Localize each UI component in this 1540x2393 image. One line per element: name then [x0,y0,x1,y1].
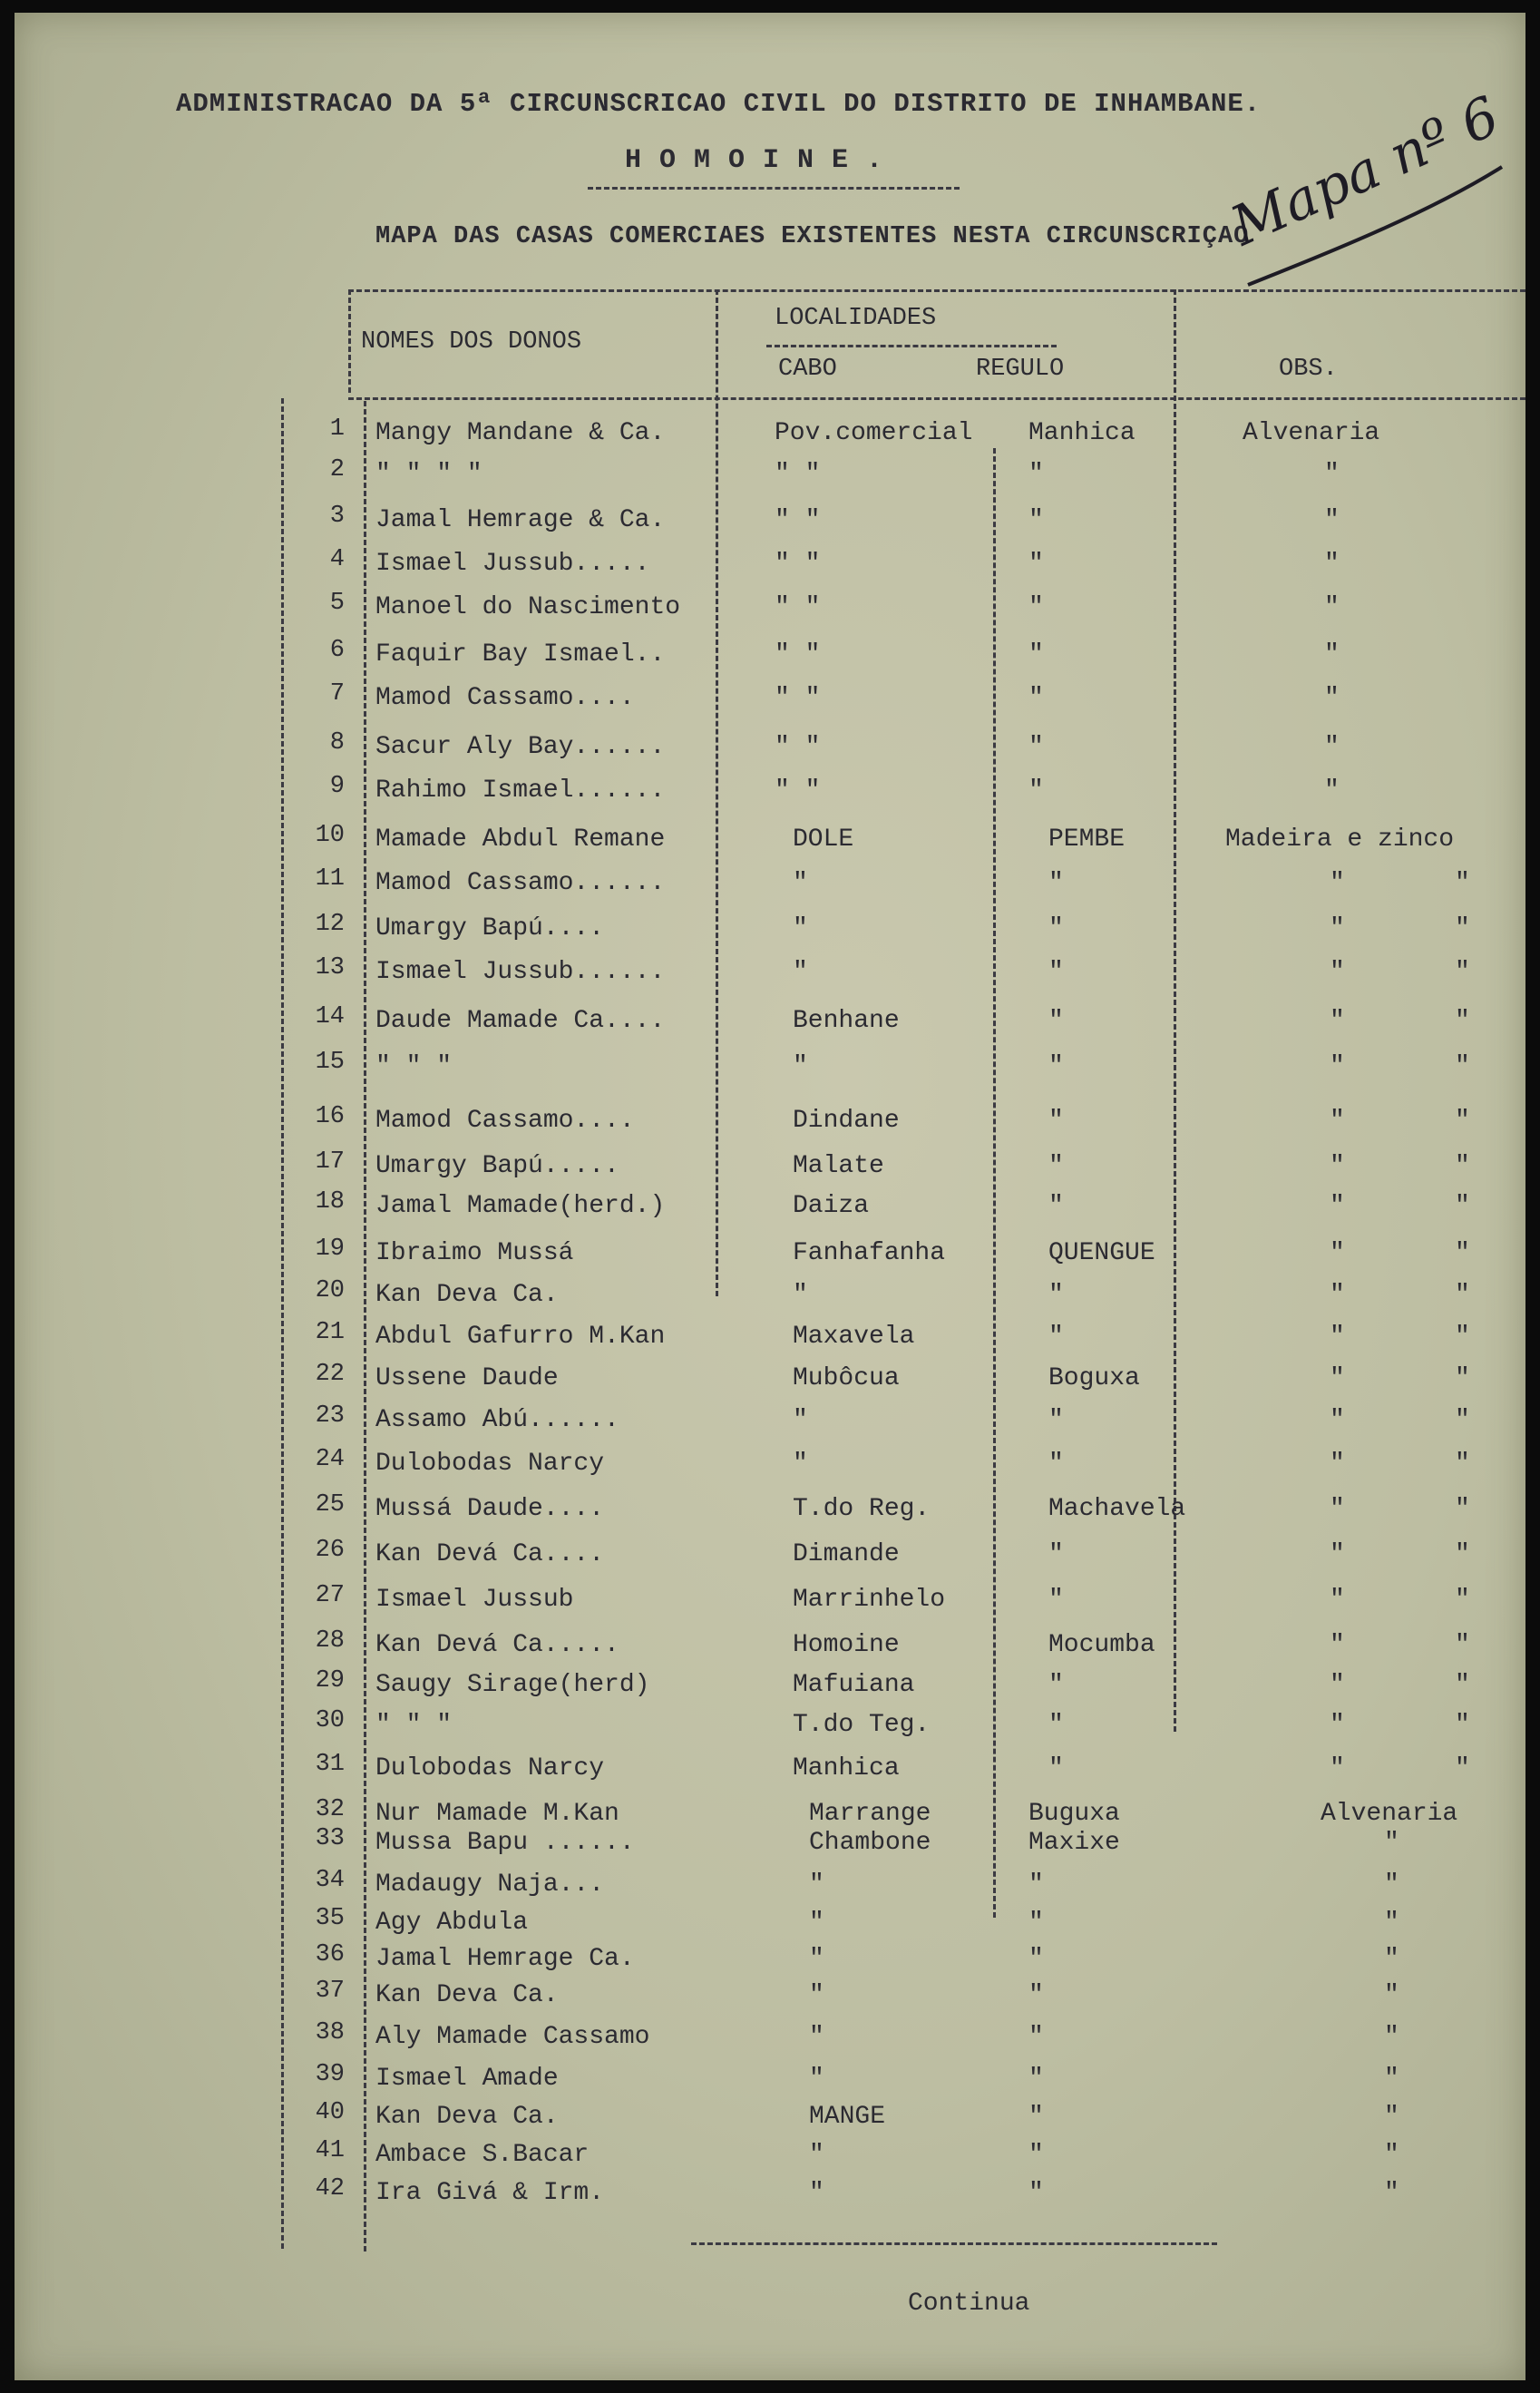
regulo-value: " [1048,1450,1064,1478]
regulo-value: " [1048,1754,1064,1783]
obs-value: " [1384,1870,1399,1899]
owner-name: Ibraimo Mussá [375,1239,574,1267]
row-number: 27 [315,1582,345,1609]
obs-value: " [1330,1192,1345,1220]
header-bottom-rule [348,397,1525,400]
regulo-value: " [1048,1281,1064,1309]
row-number: 41 [315,2137,345,2164]
owner-name: Abdul Gafurro M.Kan [375,1323,666,1351]
owner-name: Mussa Bapu ...... [375,1829,635,1857]
owner-name: Kan Deva Ca. [375,2103,559,2131]
cabo-value: Marrange [809,1800,931,1828]
regulo-value: " [1028,593,1044,621]
obs-value: " [1324,640,1340,669]
header-cabo: CABO [778,356,837,383]
owner-name: Kan Deva Ca. [375,1981,559,2009]
cabo-value: " " [775,733,821,761]
document-page [15,13,1525,2380]
owner-name: Ismael Jussub [375,1586,574,1614]
continues-note: Continua [908,2290,1030,2318]
row-number: 18 [315,1188,345,1216]
table-top-rule [348,289,1525,292]
obs-value: " [1384,1829,1399,1857]
obs-value: " [1324,460,1340,488]
row-number: 16 [315,1103,345,1130]
cabo-value: Homoine [793,1631,900,1659]
obs-value-secondary: " [1455,1586,1470,1614]
row-number: 1 [329,415,345,443]
owner-name: Mamade Abdul Remane [375,825,666,854]
row-number: 35 [315,1905,345,1932]
cabo-value: Mubôcua [793,1364,900,1392]
obs-value: " [1330,1540,1345,1568]
row-number: 26 [315,1537,345,1564]
obs-value: " [1330,1671,1345,1699]
row-number: 32 [315,1796,345,1823]
regulo-value: Mocumba [1048,1631,1155,1659]
row-number: 36 [315,1941,345,1968]
obs-value-secondary: " [1455,958,1470,986]
obs-value: " [1330,1107,1345,1135]
owner-name: Mamod Cassamo.... [375,684,635,712]
cabo-value: Manhica [793,1754,900,1783]
obs-value: " [1330,1631,1345,1659]
regulo-value: " [1028,1909,1044,1937]
obs-value-secondary: " [1455,1239,1470,1267]
regulo-value: " [1048,1107,1064,1135]
cabo-value: " [809,1909,824,1937]
cabo-right-rule [993,448,996,1918]
obs-value-secondary: " [1455,1192,1470,1220]
obs-value-secondary: " [1455,1364,1470,1392]
owner-name: Rahimo Ismael...... [375,777,666,805]
cabo-value: " [793,1406,808,1434]
obs-value: " [1330,1450,1345,1478]
owner-name: Mamod Cassamo...... [375,869,666,897]
obs-value-secondary: " [1455,1281,1470,1309]
regulo-value: " [1028,2065,1044,2093]
owner-name: Jamal Hemrage & Ca. [375,506,666,534]
table-left-rule [348,289,351,393]
row-number: 23 [315,1402,345,1430]
obs-value: " [1384,1909,1399,1937]
localities-rule [766,345,1057,347]
header-localities: LOCALIDADES [775,305,937,332]
row-number: 22 [315,1361,345,1388]
cabo-value: " [809,1870,824,1899]
cabo-value: " " [775,550,821,578]
obs-value: " [1330,1711,1345,1739]
owner-name: Ismael Jussub..... [375,550,650,578]
owner-name: Ambace S.Bacar [375,2141,590,2169]
row-number: 17 [315,1148,345,1176]
obs-value: " [1330,1152,1345,1180]
regulo-value: " [1028,640,1044,669]
obs-value: Madeira e zinco [1225,825,1455,854]
row-number: 37 [315,1978,345,2005]
owner-name: " " " [375,1052,453,1080]
cabo-value: T.do Reg. [793,1495,931,1523]
place-name: H O M O I N E . [625,145,884,176]
cabo-value: MANGE [809,2103,886,2131]
owner-name: Nur Mamade M.Kan [375,1800,619,1828]
obs-value: " [1384,2141,1399,2169]
regulo-value: " [1028,777,1044,805]
cabo-value: " [793,958,808,986]
regulo-value: " [1048,958,1064,986]
cabo-value: Maxavela [793,1323,915,1351]
obs-value: " [1330,869,1345,897]
obs-value-secondary: " [1455,1323,1470,1351]
regulo-value: " [1028,1945,1044,1973]
header-obs: OBS. [1279,356,1338,383]
owner-name: Mamod Cassamo.... [375,1107,635,1135]
obs-value-secondary: " [1455,869,1470,897]
cabo-value: " " [775,777,821,805]
regulo-value: " [1028,460,1044,488]
owner-name: Agy Abdula [375,1909,529,1937]
owner-name: " " " " [375,460,482,488]
row-number: 30 [315,1707,345,1734]
obs-value-secondary: " [1455,1007,1470,1035]
row-number: 42 [315,2175,345,2203]
annotation-underline [1230,149,1520,294]
cabo-value: " [809,2065,824,2093]
row-number: 24 [315,1446,345,1473]
row-number: 28 [315,1627,345,1655]
obs-value: " [1324,733,1340,761]
cabo-value: " " [775,506,821,534]
obs-value: " [1384,2023,1399,2051]
row-number: 6 [329,637,345,664]
header-owners: NOMES DOS DONOS [361,328,582,356]
owner-name: Ismael Jussub...... [375,958,666,986]
regulo-value: " [1048,1007,1064,1035]
cabo-value: " " [775,460,821,488]
row-number: 4 [329,546,345,573]
row-number: 5 [329,590,345,617]
obs-value: " [1330,914,1345,943]
cabo-value: " [793,1052,808,1080]
cabo-value: " [793,869,808,897]
obs-value: " [1330,1364,1345,1392]
owner-name: Dulobodas Narcy [375,1754,605,1783]
row-number: 12 [315,911,345,938]
regulo-value: " [1028,684,1044,712]
row-number: 21 [315,1319,345,1346]
cabo-value: " [793,914,808,943]
owner-name: Mussá Daude.... [375,1495,605,1523]
owner-name: Manoel do Nascimento [375,593,681,621]
regulo-value: " [1048,1711,1064,1739]
cabo-value: Marrinhelo [793,1586,946,1614]
obs-value: Alvenaria [1243,419,1380,447]
regulo-value: " [1048,1671,1064,1699]
owner-name: Umargy Bapú..... [375,1152,619,1180]
obs-value-secondary: " [1455,914,1470,943]
row-number: 2 [329,456,345,483]
regulo-value: " [1028,2023,1044,2051]
cabo-value: Fanhafanha [793,1239,946,1267]
row-number: 20 [315,1277,345,1304]
row-number: 29 [315,1667,345,1695]
obs-value: " [1384,2103,1399,2131]
owner-name: Dulobodas Narcy [375,1450,605,1478]
regulo-value: " [1028,550,1044,578]
regulo-value: Maxixe [1028,1829,1120,1857]
obs-value: " [1324,593,1340,621]
cabo-value: " [809,2141,824,2169]
obs-value: " [1330,958,1345,986]
cabo-value: Pov.comercial [775,419,973,447]
obs-value-secondary: " [1455,1711,1470,1739]
row-number: 11 [315,865,345,893]
cabo-value: " [793,1450,808,1478]
obs-value: " [1330,1007,1345,1035]
cabo-value: " " [775,640,821,669]
names-right-rule [716,289,718,1296]
row-number: 38 [315,2019,345,2046]
cabo-value: " [809,1981,824,2009]
regulo-value: " [1048,1406,1064,1434]
cabo-value: " [809,2179,824,2207]
regulo-value: Machavela [1048,1495,1186,1523]
handwritten-annotation: Mapa nº 6 [1222,84,1509,259]
regulo-value: " [1028,1870,1044,1899]
administration-title: ADMINISTRACAO DA 5ª CIRCUNSCRICAO CIVIL DO DISTRITO DE INHAMBANE. [176,89,1262,119]
obs-value-secondary: " [1455,1631,1470,1659]
obs-value: " [1330,1406,1345,1434]
row-number: 40 [315,2099,345,2126]
obs-value-secondary: " [1455,1406,1470,1434]
owner-name: Kan Devá Ca..... [375,1631,619,1659]
regulo-value: " [1048,1052,1064,1080]
row-number: 25 [315,1491,345,1519]
cabo-value: Malate [793,1152,884,1180]
row-number: 31 [315,1751,345,1778]
cabo-value: DOLE [793,825,854,854]
owner-name: Ussene Daude [375,1364,559,1392]
regulo-value: Buguxa [1028,1800,1120,1828]
row-number: 34 [315,1867,345,1894]
regulo-value: QUENGUE [1048,1239,1155,1267]
owner-name: Jamal Mamade(herd.) [375,1192,666,1220]
obs-value: " [1324,550,1340,578]
owner-name: Faquir Bay Ismael.. [375,640,666,669]
obs-value: " [1330,1239,1345,1267]
cabo-value: " [809,1945,824,1973]
owner-name: Kan Devá Ca.... [375,1540,605,1568]
obs-value: " [1324,684,1340,712]
owner-name: " " " [375,1711,453,1739]
owner-name: Sacur Aly Bay...... [375,733,666,761]
cabo-value: Daiza [793,1192,870,1220]
regulo-value: " [1028,2141,1044,2169]
obs-value-secondary: " [1455,1450,1470,1478]
obs-value: " [1330,1754,1345,1783]
row-number: 13 [315,954,345,982]
regulo-value: " [1048,1586,1064,1614]
regulo-value: " [1028,733,1044,761]
obs-value: " [1330,1495,1345,1523]
obs-value-secondary: " [1455,1107,1470,1135]
obs-value: " [1330,1052,1345,1080]
obs-value: " [1324,777,1340,805]
owner-name: Mangy Mandane & Ca. [375,419,666,447]
cabo-value: Dimande [793,1540,900,1568]
regulo-value: " [1048,914,1064,943]
regulo-value: " [1048,1540,1064,1568]
regulo-value: " [1048,1323,1064,1351]
map-title: MAPA DAS CASAS COMERCIAES EXISTENTES NESTA CIRCUNSCRIÇAO [375,223,1250,250]
header-regulo: REGULO [976,356,1065,383]
obs-value-secondary: " [1455,1671,1470,1699]
owner-name: Ira Givá & Irm. [375,2179,605,2207]
owner-name: Assamo Abú...... [375,1406,619,1434]
table-bottom-rule [691,2242,1217,2245]
obs-value-secondary: " [1455,1152,1470,1180]
owner-name: Madaugy Naja... [375,1870,605,1899]
regulo-value: " [1048,1152,1064,1180]
regulo-value: " [1028,2179,1044,2207]
regulo-value: Manhica [1028,419,1136,447]
row-number: 7 [329,680,345,708]
cabo-value: Dindane [793,1107,900,1135]
owner-name: Daude Mamade Ca.... [375,1007,666,1035]
obs-value-secondary: " [1455,1540,1470,1568]
names-left-rule [364,401,366,2251]
row-number: 10 [315,822,345,849]
obs-value: " [1324,506,1340,534]
regulo-value: " [1048,1192,1064,1220]
obs-value-secondary: " [1455,1052,1470,1080]
cabo-value: Benhane [793,1007,900,1035]
obs-value: Alvenaria [1321,1800,1458,1828]
row-number: 15 [315,1049,345,1076]
cabo-value: " " [775,593,821,621]
cabo-value: T.do Teg. [793,1711,931,1739]
row-number: 8 [329,729,345,757]
row-number: 3 [329,503,345,530]
regulo-value: PEMBE [1048,825,1126,854]
cabo-value: " [793,1281,808,1309]
obs-value-secondary: " [1455,1495,1470,1523]
cabo-value: Mafuiana [793,1671,915,1699]
row-number: 14 [315,1003,345,1030]
obs-value: " [1384,1945,1399,1973]
row-number: 9 [329,773,345,800]
owner-name: Jamal Hemrage Ca. [375,1945,635,1973]
obs-value: " [1384,2179,1399,2207]
row-number: 19 [315,1236,345,1263]
owner-name: Kan Deva Ca. [375,1281,559,1309]
obs-value: " [1384,2065,1399,2093]
obs-value: " [1330,1586,1345,1614]
obs-value: " [1330,1281,1345,1309]
owner-name: Saugy Sirage(herd) [375,1671,650,1699]
row-number: 39 [315,2061,345,2088]
regulo-value: " [1028,2103,1044,2131]
obs-value: " [1384,1981,1399,2009]
regulo-value: Boguxa [1048,1364,1140,1392]
regulo-value: " [1028,1981,1044,2009]
cabo-value: " " [775,684,821,712]
regulo-value: " [1048,869,1064,897]
row-number: 33 [315,1825,345,1852]
cabo-value: " [809,2023,824,2051]
owner-name: Aly Mamade Cassamo [375,2023,650,2051]
regulo-value: " [1028,506,1044,534]
cabo-value: Chambone [809,1829,931,1857]
obs-value-secondary: " [1455,1754,1470,1783]
obs-value: " [1330,1323,1345,1351]
place-underline [588,187,960,190]
owner-name: Ismael Amade [375,2065,559,2093]
owner-name: Umargy Bapú.... [375,914,605,943]
